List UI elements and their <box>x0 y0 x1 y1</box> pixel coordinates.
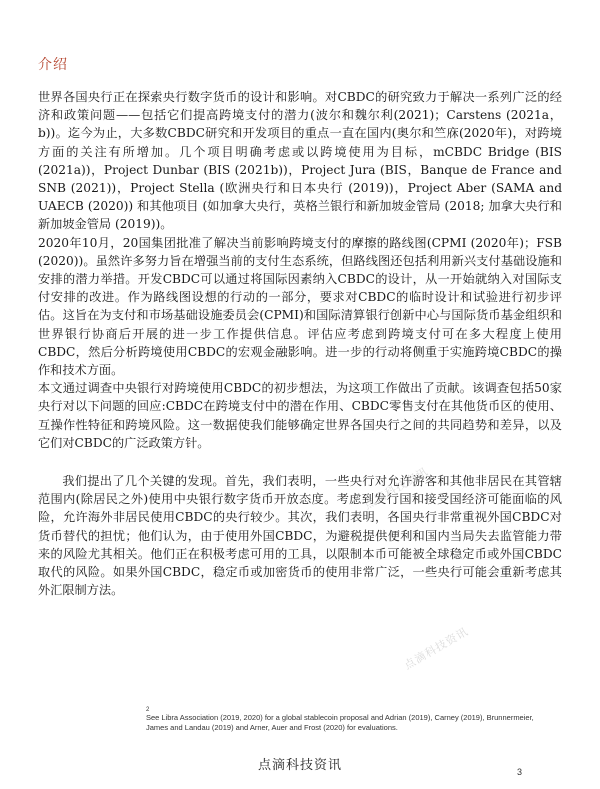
section-heading: 介绍 <box>38 57 68 73</box>
paragraph-2: 2020年10月，20国集团批准了解决当前影响跨境支付的摩擦的路线图(CPMI (2020年)；FSB (2020))。虽然许多努力旨在增强当前的支付生态系统，但路线图还包括利用新兴支付基础设施和安排的潜力举措。开发CBDC可以通过将国际因素纳入CBDC的设计，从一开始就纳入对国际支付安排的改进。作为路线图设想的行动的一部分，要求对CBDC的临时设计和试验进行初步评估。这旨在为支付和市场基础设施委员会(CPMI)和国际清算银行创新中心与国际货币基金组织和世界银行协商后开展的进一步工作提供信息。评估应考虑到跨境支付可在多大程度上使用CBDC，然后分析跨境使用CBDC的宏观金融影响。进一步的行动将侧重于实施跨境CBDC的操作和技术方面。 <box>38 235 562 378</box>
watermark: 点滴科技资讯 <box>401 624 471 673</box>
footnote-mark: 2 <box>146 707 150 713</box>
paragraph-1: 世界各国央行正在探索央行数字货币的设计和影响。对CBDC的研究致力于解决一系列广泛的经济和政策问题——包括它们提高跨境支付的潜力(波尔和魏尔利(2021)；Carstens (2021a，b))。迄今为止，大多数CBDC研究和开发项目的重点一直在国内(奥尔和竺庥(2020年)，对跨境方面的关注有所增加。几个项目明确考虑或以跨境使用为目标，mCBDC Bridge (BIS (2021a))，Project Dunbar (BIS (2021b))，Project Jura (BIS，Banque de France and SNB (2021))，Project Stella (欧洲央行和日本央行 (2019))，Project Aber (SAMA and UAECB (2020)) 和其他项目 (如加拿大央行，英格兰银行和新加坡金管局 (2018; 加拿大央行和新加坡金管局 (2019))。 <box>38 90 562 232</box>
footnote-text: See Libra Association (2019, 2020) for a global stablecoin proposal and Adrian (2019), Carney (2019), Brunnermeier, James and Landau (2019) and Arner, Auer and Frost (2020) for evaluations. <box>146 713 534 732</box>
footer-title: 点滴科技资讯 <box>257 758 342 773</box>
paragraph-gap <box>38 452 562 472</box>
page-number: 3 <box>517 767 523 777</box>
watermark: 点滴科技资讯 <box>361 464 431 513</box>
paragraph-3: 本文通过调查中央银行对跨境使用CBDC的初步想法，为这项工作做出了贡献。该调查包括50家央行对以下问题的回应:CBDC在跨境支付中的潜在作用、CBDC零售支付在其他货币区的使用、互操作性特征和跨境风险。这一数据使我们能够确定世界各国央行之间的共同趋势和差异，以及它们对CBDC的广泛政策方针。 <box>38 381 562 450</box>
body-text <box>38 88 562 599</box>
paragraph-4: 我们提出了几个关键的发现。首先，我们表明，一些央行对允许游客和其他非居民在其管辖范围内(除居民之外)使用中央银行数字货币开放态度。考虑到发行国和接受国经济可能面临的风险，允许海外非居民使用CBDC的央行较少。其次，我们表明，各国央行非常重视外国CBDC对货币替代的担忧；他们认为，由于使用外国CBDC，为避税提供便利和国内当局失去监管能力带来的风险尤其相关。他们正在积极考虑可用的工具，以限制本币可能被全球稳定币或外国CBDC取代的风险。如果外国CBDC，稳定币或加密货币的使用非常广泛，一些央行可能会重新考虑其外汇限制方法。 <box>38 474 562 598</box>
